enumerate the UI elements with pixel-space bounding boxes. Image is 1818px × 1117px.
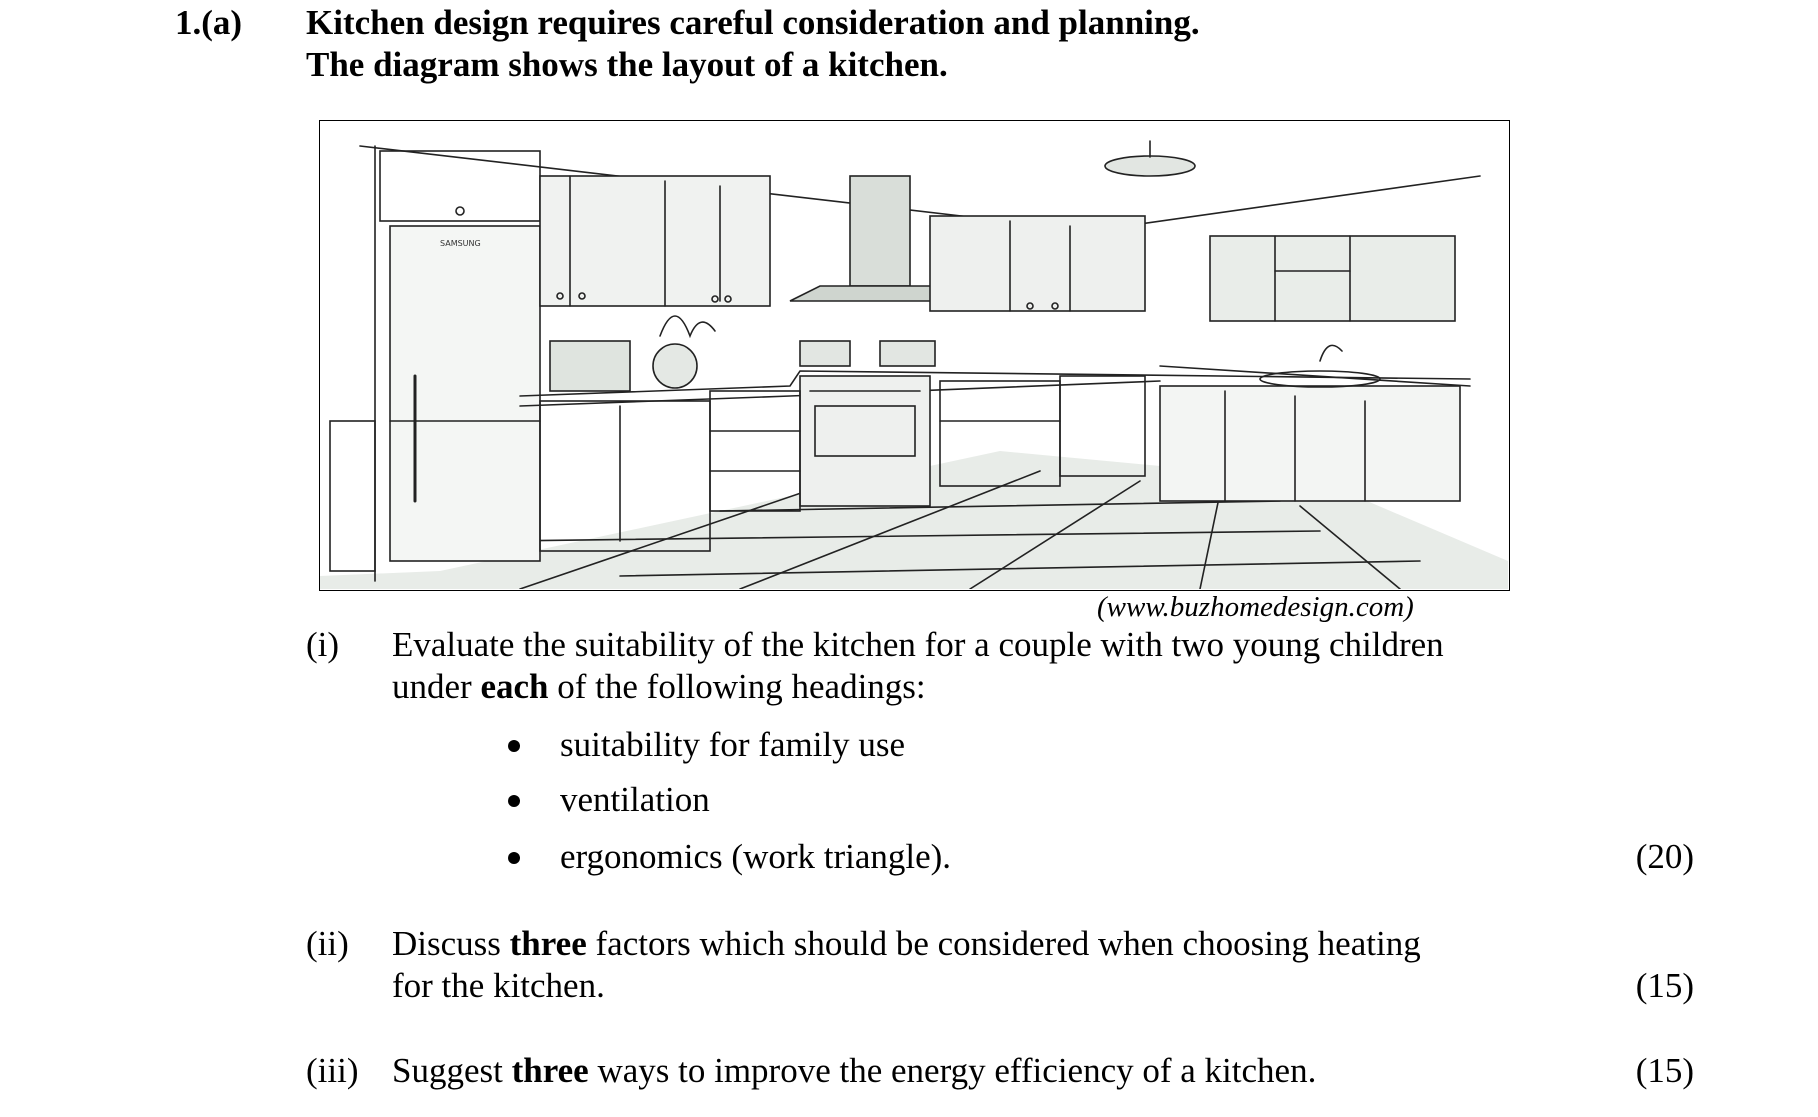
- part-i-label: (i): [306, 625, 340, 664]
- part-i-line-1: Evaluate the suitability of the kitchen for a couple with two young children: [392, 625, 1444, 664]
- question-number: 1.(a): [175, 3, 243, 42]
- part-i-bullet-1: suitability for family use: [560, 725, 906, 764]
- figure-credit: (www.buzhomedesign.com): [1097, 591, 1414, 623]
- part-iii-marks: (15): [1635, 1051, 1694, 1090]
- kitchen-sketch: [320, 121, 1508, 589]
- question-intro-line-1: Kitchen design requires careful consideration and planning.: [306, 3, 1200, 42]
- part-ii-line-1: Discuss three factors which should be considered when choosing heating: [392, 924, 1421, 963]
- kitchen-diagram: [319, 120, 1510, 591]
- part-ii-line-2: for the kitchen.: [392, 966, 605, 1005]
- bullet-dot: [508, 740, 520, 752]
- question-intro-line-2: The diagram shows the layout of a kitchen.: [306, 45, 948, 84]
- part-iii-line-1: Suggest three ways to improve the energy efficiency of a kitchen.: [392, 1051, 1317, 1090]
- part-i-line-2: under each of the following headings:: [392, 667, 926, 706]
- bullet-dot: [508, 795, 520, 807]
- part-ii-label: (ii): [306, 924, 349, 963]
- part-i-bullet-2: ventilation: [560, 780, 710, 819]
- part-iii-label: (iii): [306, 1051, 359, 1090]
- part-ii-marks: (15): [1635, 966, 1694, 1005]
- bullet-dot: [508, 852, 520, 864]
- fridge-brand-label: SAMSUNG: [440, 239, 481, 248]
- part-i-marks: (20): [1635, 837, 1694, 876]
- part-i-bullet-3: ergonomics (work triangle).: [560, 837, 952, 876]
